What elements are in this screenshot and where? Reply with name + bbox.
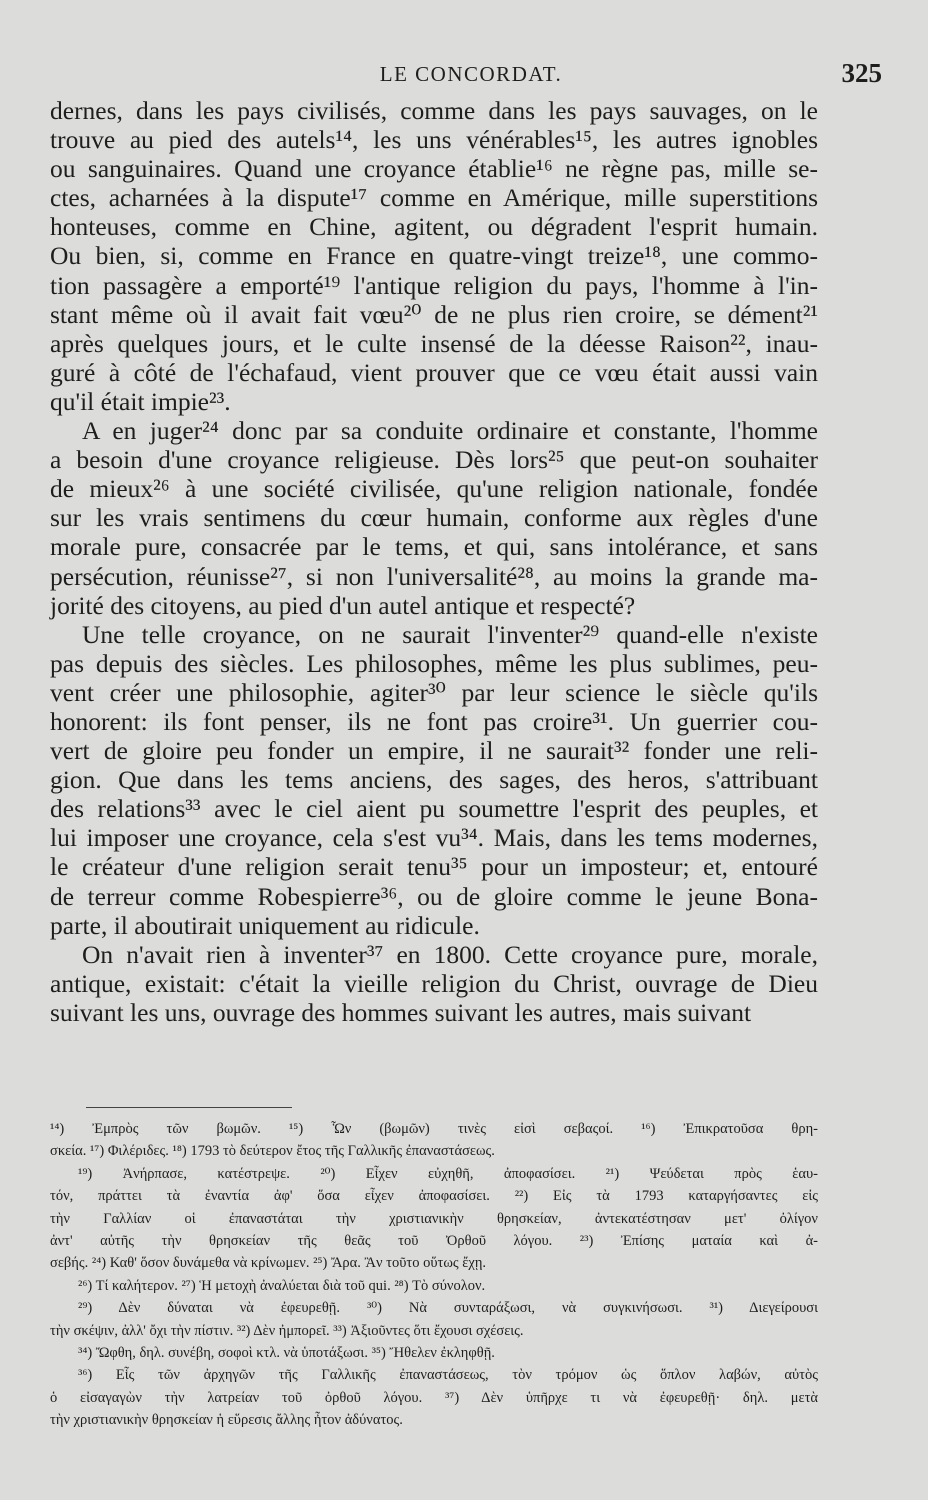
text-line: sur les vrais sentimens du cœur humain, conforme aux règles d'une xyxy=(50,503,818,533)
footnote-line: ³⁶) Εἷς τῶν ἀρχηγῶν τῆς Γαλλικῆς ἐπαναστάσεως, τὸν τρόμον ὡς ὅπλον λαβών, αὐτὸς xyxy=(78,1367,818,1384)
text-line: dernes, dans les pays civilisés, comme dans les pays sauvages, on le xyxy=(50,96,818,125)
text-line: On n'avait rien à inventer³⁷ en 1800. Cette croyance pure, morale, xyxy=(82,939,818,969)
footnotes xyxy=(50,1118,818,1431)
running-head: LE CONCORDAT. xyxy=(379,62,563,86)
text-line: ou sanguinaires. Quand une croyance établie¹⁶ ne règne pas, mille se- xyxy=(50,154,818,184)
text-line: Ou bien, si, comme en France en quatre-vingt treize¹⁸, une commo- xyxy=(50,241,818,271)
footnote-line: ²⁹) Δὲν δύναται νὰ ἐφευρεθῇ. ³⁰) Νὰ συνταράξωσι, νὰ συγκινήσωσι. ³¹) Διεγείρουσι xyxy=(78,1300,818,1317)
main-text xyxy=(50,96,818,1027)
text-line: Une telle croyance, on ne saurait l'inventer²⁹ quand-elle n'existe xyxy=(82,619,818,649)
footnote-line: ³⁴) Ὤφθη, δηλ. συνέβη, σοφοὶ κτλ. νὰ ὑποτάξωσι. ³⁵) Ἤθελεν ἐκληφθῇ. xyxy=(78,1344,495,1361)
text-line: a besoin d'une croyance religieuse. Dès lors²⁵ que peut-on souhaiter xyxy=(50,445,818,475)
text-line: de terreur comme Robespierre³⁶, ou de gloire comme le jeune Bona- xyxy=(50,881,818,911)
text-line: trouve au pied des autels¹⁴, les uns vénérables¹⁵, les autres ignobles xyxy=(50,125,818,155)
footnote-line: σκεία. ¹⁷) Φιλέριδες. ¹⁸) 1793 τὸ δεύτερον ἔτος τῆς Γαλλικῆς ἐπαναστάσεως. xyxy=(50,1143,495,1160)
footnote-rule xyxy=(86,1107,292,1108)
text-line: après quelques jours, et le culte insensé de la déesse Raison²², inau- xyxy=(50,328,818,358)
text-line: qu'il était impie²³. xyxy=(50,386,231,416)
footnote-line: τὴν χριστιανικὴν θρησκείαν ἡ εὕρεσις ἄλλης ἦτον ἀδύνατος. xyxy=(50,1412,403,1429)
footnote-line: ²⁶) Τί καλήτερον. ²⁷) Ἡ μετοχὴ ἀναλύεται διὰ τοῦ qui. ²⁸) Τὸ σύνολον. xyxy=(78,1277,486,1294)
text-line: morale pure, consacrée par le tems, et qui, sans intolérance, et sans xyxy=(50,532,818,562)
footnote-line: τὴν Γαλλίαν οἱ ἐπαναστάται τὴν χριστιανικὴν θρησκείαν, ἀντεκατέστησαν μετ' ὀλίγον xyxy=(50,1210,818,1227)
text-line: honorent: ils font penser, ils ne font pas croire³¹. Un guerrier cou- xyxy=(50,706,818,736)
text-line: vert de gloire peu fonder un empire, il ne saurait³² fonder une reli- xyxy=(50,736,818,766)
text-line: le créateur d'une religion serait tenu³⁵ pour un imposteur; et, entouré xyxy=(50,852,818,882)
footnote-line: ὁ εἰσαγαγὼν τὴν λατρείαν τοῦ ὀρθοῦ λόγου. ³⁷) Δὲν ὑπῆρχε τι νὰ ἐφευρεθῇ· δηλ. μετὰ xyxy=(50,1389,818,1406)
text-line: ctes, acharnées à la dispute¹⁷ comme en Amérique, mille superstitions xyxy=(50,183,818,213)
text-line: persécution, réunisse²⁷, si non l'universalité²⁸, au moins la grande ma- xyxy=(50,561,818,591)
text-line: jorité des citoyens, au pied d'un autel antique et respecté? xyxy=(50,590,636,620)
footnote-line: τόν, πράττει τὰ ἐναντία ἀφ' ὅσα εἶχεν ἀποφασίσει. ²²) Εἰς τὰ 1793 καταργήσαντες εἰς xyxy=(50,1188,818,1205)
text-line: A en juger²⁴ donc par sa conduite ordinaire et constante, l'homme xyxy=(82,416,818,446)
text-line: de mieux²⁶ à une société civilisée, qu'une religion nationale, fondée xyxy=(50,474,818,504)
text-line: pas depuis des siècles. Les philosophes, même les plus sublimes, peu- xyxy=(50,648,818,678)
text-line: parte, il aboutirait uniquement au ridicule. xyxy=(50,910,480,940)
text-line: tion passagère a emporté¹⁹ l'antique religion du pays, l'homme à l'in- xyxy=(50,270,818,300)
page-header xyxy=(52,56,890,96)
footnote-line: ἀντ' αὐτῆς τὴν θρησκείαν τῆς θεᾶς τοῦ Ὀρθοῦ λόγου. ²³) Ἐπίσης ματαία καὶ ἀ- xyxy=(50,1232,818,1249)
text-line: suivant les uns, ouvrage des hommes suivant les autres, mais suivant xyxy=(50,997,752,1027)
page-number: 325 xyxy=(841,58,882,88)
footnote-line: σεβής. ²⁴) Καθ' ὅσον δυνάμεθα νὰ κρίνωμεν. ²⁵) Ἄρα. Ἂν τοῦτο οὕτως ἔχῃ. xyxy=(50,1255,487,1272)
text-line: gion. Que dans les tems anciens, des sages, des heros, s'attribuant xyxy=(50,765,818,795)
text-line: antique, existait: c'était la vieille religion du Christ, ouvrage de Dieu xyxy=(50,968,818,998)
footnote-line: ¹⁴) Ἐμπρὸς τῶν βωμῶν. ¹⁵) Ὧν (βωμῶν) τινὲς εἰσὶ σεβαςοί. ¹⁶) Ἐπικρατοῦσα θρη- xyxy=(50,1121,818,1137)
text-line: stant même où il avait fait vœu²⁰ de ne plus rien croire, se dément²¹ xyxy=(50,299,818,329)
footnote-line: τὴν σκέψιν, ἀλλ' ὄχι τὴν πίστιν. ³²) Δὲν ἠμπορεῖ. ³³) Ἀξιοῦντες ὅτι ἔχουσι σχέσεις. xyxy=(50,1322,524,1339)
text-line: vent créer une philosophie, agiter³⁰ par leur science le siècle qu'ils xyxy=(50,677,818,707)
text-line: des relations³³ avec le ciel aient pu soumettre l'esprit des peuples, et xyxy=(50,794,818,824)
text-line: honteuses, comme en Chine, agitent, ou dégradent l'esprit humain. xyxy=(50,212,818,242)
text-line: guré à côté de l'échafaud, vient prouver que ce vœu était aussi vain xyxy=(50,357,818,387)
footnote-line: ¹⁹) Ἀνήρπασε, κατέστρεψε. ²⁰) Εἶχεν εὐχηθῆ, ἀποφασίσει. ²¹) Ψεύδεται πρὸς ἑαυ- xyxy=(78,1165,818,1182)
text-line: lui imposer une croyance, cela s'est vu³⁴. Mais, dans les tems modernes, xyxy=(50,823,818,853)
